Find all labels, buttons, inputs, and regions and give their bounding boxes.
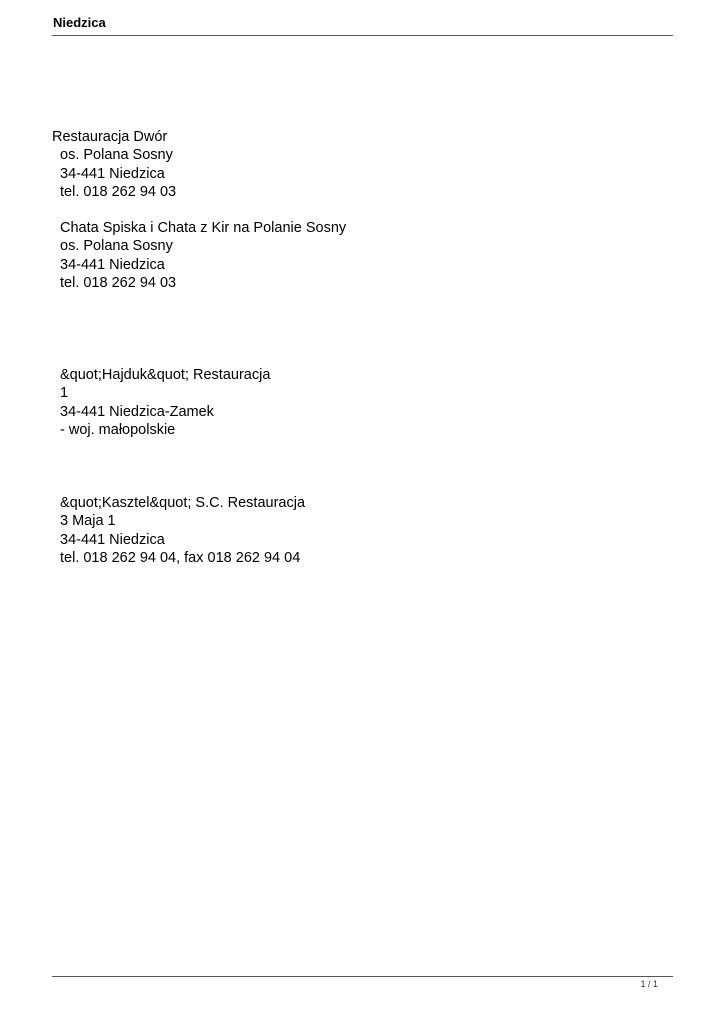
- header-divider: [52, 35, 673, 36]
- page-title: Niedzica: [53, 15, 106, 30]
- listing-phone: tel. 018 262 94 03: [60, 183, 177, 200]
- listing-street: 1: [60, 385, 69, 402]
- listing-name: Restauracja Dwór: [52, 129, 168, 145]
- listing-hajduk: [52, 366, 270, 439]
- listing-street: os. Polana Sosny: [60, 238, 173, 255]
- listing-postal: 34-441 Niedzica: [60, 531, 165, 548]
- listing-postal: 34-441 Niedzica: [60, 256, 165, 273]
- listing-street: os. Polana Sosny: [60, 147, 173, 164]
- listing-restauracja-dwor: [52, 128, 176, 201]
- listing-phone: tel. 018 262 94 04, fax 018 262 94 04: [60, 549, 301, 566]
- listing-street: 3 Maja 1: [60, 513, 116, 530]
- listing-region: - woj. małopolskie: [60, 421, 176, 438]
- listing-chata-spiska: [52, 219, 346, 292]
- page-number: 1 / 1: [640, 979, 658, 989]
- listing-postal: 34-441 Niedzica-Zamek: [60, 403, 214, 420]
- listing-kasztel: [52, 494, 305, 567]
- listing-phone: tel. 018 262 94 03: [60, 274, 177, 291]
- listing-postal: 34-441 Niedzica: [60, 165, 165, 182]
- listing-name: &quot;Kasztel&quot; S.C. Restauracja: [60, 495, 306, 511]
- listing-name: &quot;Hajduk&quot; Restauracja: [60, 367, 271, 383]
- listing-name: Chata Spiska i Chata z Kir na Polanie Sosny: [60, 220, 347, 236]
- footer-divider: [52, 976, 673, 977]
